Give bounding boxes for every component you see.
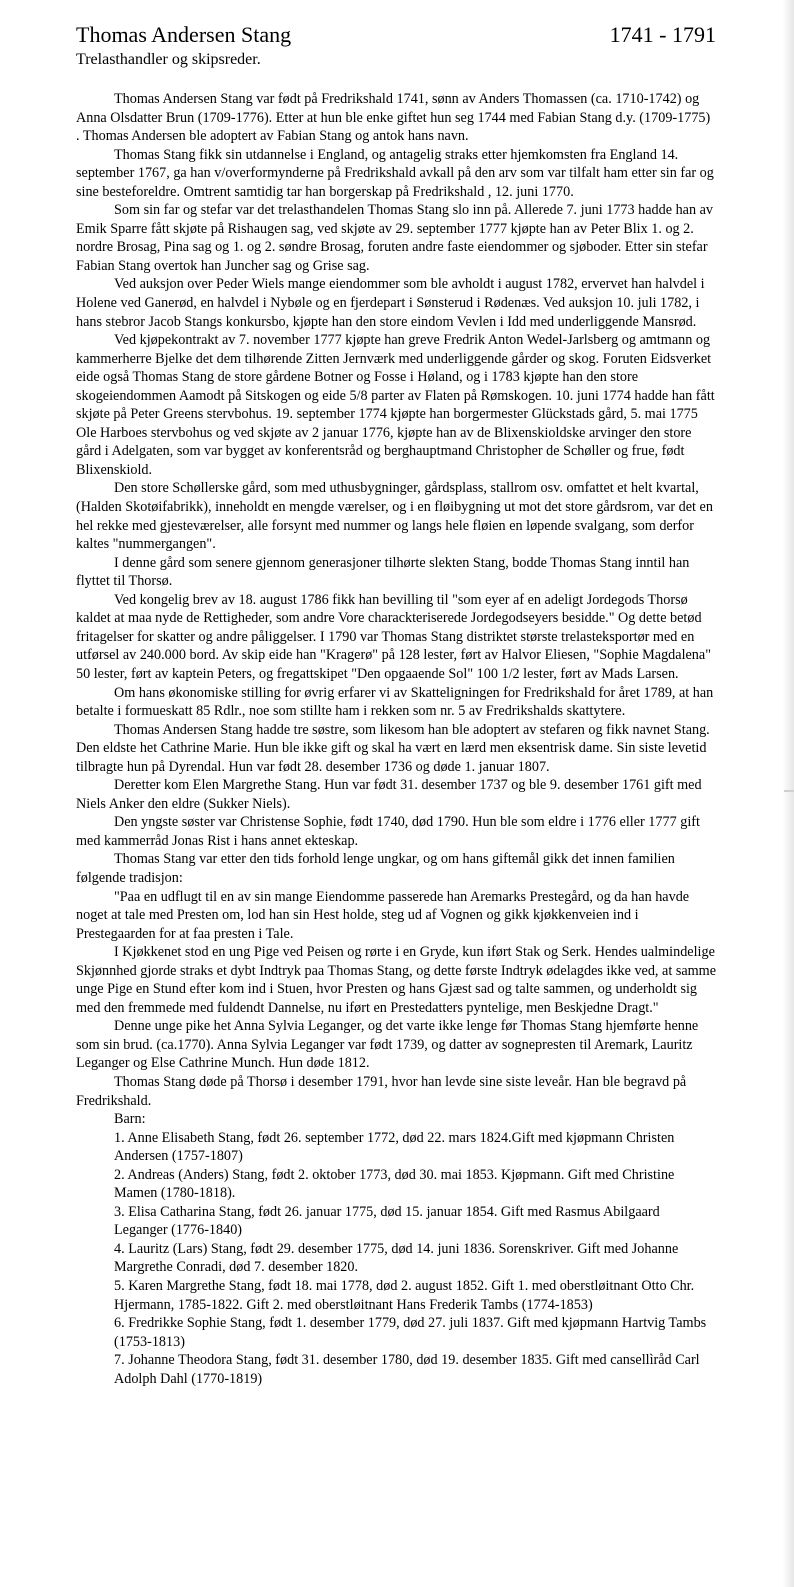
document-title: Thomas Andersen Stang (76, 22, 292, 47)
paragraph: Thomas Stang var etter den tids forhold lenge ungkar, og om hans giftemål gikk det innen familien følgende tradisjon: (76, 851, 675, 886)
list-item: 3. Elisa Catharina Stang, født 26. januar 1775, død 15. januar 1854. Gift med Rasmus Abilgaard Leganger (1776-1840) (114, 1203, 660, 1239)
page-seam (784, 790, 794, 792)
lifespan-years: 1741 - 1791 (609, 22, 716, 47)
quoted-tradition-paragraph: "Paa en udflugt til en av sin mange Eiendomme passerede han Aremarks Prestegård, og da han havde noget at tale med Presten om, lod han sin Hest holde, steg ud af Vognen og gikk kjøkkenveien ind i Prestegaarden for at faa presten i Tale. (76, 888, 690, 942)
list-item: 4. Lauritz (Lars) Stang, født 29. desember 1775, død 14. juni 1836. Sorenskriver. Gift med Johanne Margrethe Conradi, død 7. desember 1820. (114, 1240, 679, 1276)
children-list (114, 1110, 716, 1388)
document-subtitle: Trelasthandler og skipsreder. (76, 51, 261, 68)
paragraph: Ved kjøpekontrakt av 7. november 1777 kjøpte han greve Fredrik Anton Wedel-Jarlsberg og amtmann og kammerherre Bjelke det dem tilhørende Zitten Jernværk med underliggende gårder og skog. Foruten Eidsverket eide også Thomas Stang de store gårdene Botner og Fosse i Høland, og i 1783 kjøpte han den store skogeiendommen Aamodt på Sitskogen og eide 5/8 parter av Flaten på Rømskogen. 10. juni 1774 hadde han fått skjøte på Peter Greens stervbohus. 19. september 1774 kjøpte han borgermester Glückstads gård, 5. mai 1775 Ole Harboes stervbohus og ved skjøte av 2 januar 1776, kjøpte han av de Blixenskioldske arvinger den store gård i Adelgaten, som var bygget av konferentsråd og berghauptmand Christopher de Schøller og frue, født Blixenskiold. (76, 332, 715, 478)
list-item: 6. Fredrikke Sophie Stang, født 1. desember 1779, død 27. juli 1837. Gift med kjøpmann Hartvig Tambs (1753-1813) (114, 1315, 707, 1350)
list-item: 1. Anne Elisabeth Stang, født 26. september 1772, død 22. mars 1824.Gift med kjøpmann Christen Andersen (1757-1807) (114, 1129, 675, 1165)
paragraph: Den yngste søster var Christense Sophie, født 1740, død 1790. Hun ble som eldre i 1776 eller 1777 gift med kammerråd Jonas Rist i hans annet ekteskap. (76, 814, 700, 849)
quoted-tradition-paragraph: I Kjøkkenet stod en ung Pige ved Peisen og rørte i en Gryde, kun iført Stak og Serk. Hendes ualmindelige Skjønnhed gjorde straks et dybt Indtryk paa Thomas Stang, og dette første Indtryk ødelagdes ikke ved, at samme unge Pige en Stund efter kom ind i Stuen, hvor Presten og hans Gjæst sad og talte sammen, og underholdt sig med den fremmede med fuldendt Dannelse, nu iført en Prestedatters pyntelige, men Beskjedne Dragt." (76, 944, 717, 1016)
children-heading: Barn: (114, 1111, 146, 1128)
paragraph: Thomas Stang døde på Thorsø i desember 1791, hvor han levde sine siste leveår. Han ble begravd på Fredrikshald. (76, 1073, 687, 1109)
paragraph: Ved auksjon over Peder Wiels mange eiendommer som ble avholdt i august 1782, ervervet han halvdel i Holene ved Ganerød, en halvdel i Nybøle og en fjerdepart i Sønsterud i Rødenæs. Ved auksjon 10. juli 1782, i hans stebror Jacob Stangs konkursbo, kjøpte han den store eindom Vevlen i Idd med underliggende Mansrød. (76, 276, 705, 330)
paragraph: Deretter kom Elen Margrethe Stang. Hun var født 31. desember 1737 og ble 9. desember 1761 gift med Niels Anker den eldre (Sukker Niels). (76, 777, 702, 812)
list-item: 2. Andreas (Anders) Stang, født 2. oktober 1773, død 30. mai 1853. Kjøpmann. Gift med Christine Mamen (1780-1818). (114, 1166, 675, 1202)
list-item: 7. Johanne Theodora Stang, født 31. desember 1780, død 19. desember 1835. Gift med cansellìråd Carl Adolph Dahl (1770-1819) (114, 1352, 700, 1387)
paragraph: Thomas Andersen Stang var født på Fredrikshald 1741, sønn av Anders Thomassen (ca. 1710-1742) og Anna Olsdatter Brun (1709-1776). Etter at hun ble enke giftet hun seg 1744 med Fabian Stang d.y. (1709-1775) . Thomas Andersen ble adoptert av Fabian Stang og antok hans navn. (76, 91, 711, 145)
list-item: 5. Karen Margrethe Stang, født 18. mai 1778, død 2. august 1852. Gift 1. med oberstløitnant Otto Chr. Hjermann, 1785-1822. Gift 2. med oberstløitnant Hans Frederik Tambs (1774-1853) (114, 1278, 695, 1313)
paragraph: Om hans økonomiske stilling for øvrig erfarer vi av Skatteligningen for Fredrikshald for året 1789, at han betalte i formueskatt 85 Rdlr., noe som stillte ham i rekken som nr. 5 av Fredrikshalds skattytere. (76, 684, 714, 720)
document-body (76, 90, 716, 1388)
paragraph: Denne unge pike het Anna Sylvia Leganger, og det varte ikke lenge før Thomas Stang hjemførte henne som sin brud. (ca.1770). Anna Sylvia Leganger var født 1739, og datter av sognepresten til Aremark, Lauritz Leganger og Else Cathrine Munch. Hun døde 1812. (76, 1018, 699, 1072)
paragraph: Thomas Andersen Stang hadde tre søstre, som likesom han ble adoptert av stefaren og fikk navnet Stang. Den eldste het Cathrine Marie. Hun ble ikke gift og skal ha vært en lærd men eksentrisk dame. Sin siste levetid tilbragte hun på Dyrendal. Hun var født 28. desember 1736 og døde 1. januar 1807. (76, 721, 710, 775)
paragraph: I denne gård som senere gjennom generasjoner tilhørte slekten Stang, bodde Thomas Stang inntil han flyttet til Thorsø. (76, 554, 690, 590)
paragraph: Ved kongelig brev av 18. august 1786 fikk han bevilling til "som eyer af en adeligt Jordegods Thorsø kaldet at maa nyde de Rettigheder, som andre Vore charackteriserede Jordegodseyers besidde." Og dette betød fritagelser for skatter og andre påliggelser. I 1790 var Thomas Stang distriktet største trelasteksportør med en utførsel av 240.000 bord. Av skip eide han "Kragerø" på 128 lester, ført av Halvor Eliesen, "Sophie Magdalena" 50 lester, ført av kaptein Peters, og fregattskipet "Den opgaaende Sol" 100 1/2 lester, ført av Mads Larsen. (76, 591, 711, 682)
paragraph: Thomas Stang fikk sin utdannelse i England, og antagelig straks etter hjemkomsten fra England 14. september 1767, ga han v/overformynderne på Fredrikshald avkall på den arv som var tilfalt ham etter sin far og sine besteforeldre. Omtrent samtidig tar han borgerskap på Fredrikshald , 12. juni 1770. (76, 146, 714, 200)
paragraph: Som sin far og stefar var det trelasthandelen Thomas Stang slo inn på. Allerede 7. juni 1773 hadde han av Emik Sparre fått skjøte på Rishaugen sag, ved skjøte av 29. september 1777 kjøpte han av Peter Blix 1. og 2. nordre Brosag, Pina sag og 1. og 2. søndre Brosag, foruten andre faste eiendommer og sjøboder. Etter sin stefar Fabian Stang overtok han Juncher sag og Grise sag. (76, 202, 714, 274)
page-edge-shadow (782, 0, 794, 1587)
paragraph: Den store Schøllerske gård, som med uthusbygninger, gårdsplass, stallrom osv. omfattet et helt kvartal, (Halden Skotøifabrikk), inneholdt en mengde værelser, og i en fløibygning ut mot det store gårdsrom, var det en hel rekke med gjesteværelser, alle forsynt med nummer og langs hele fløien en løpende svalgang, som derfor kaltes "nummergangen". (76, 480, 713, 553)
